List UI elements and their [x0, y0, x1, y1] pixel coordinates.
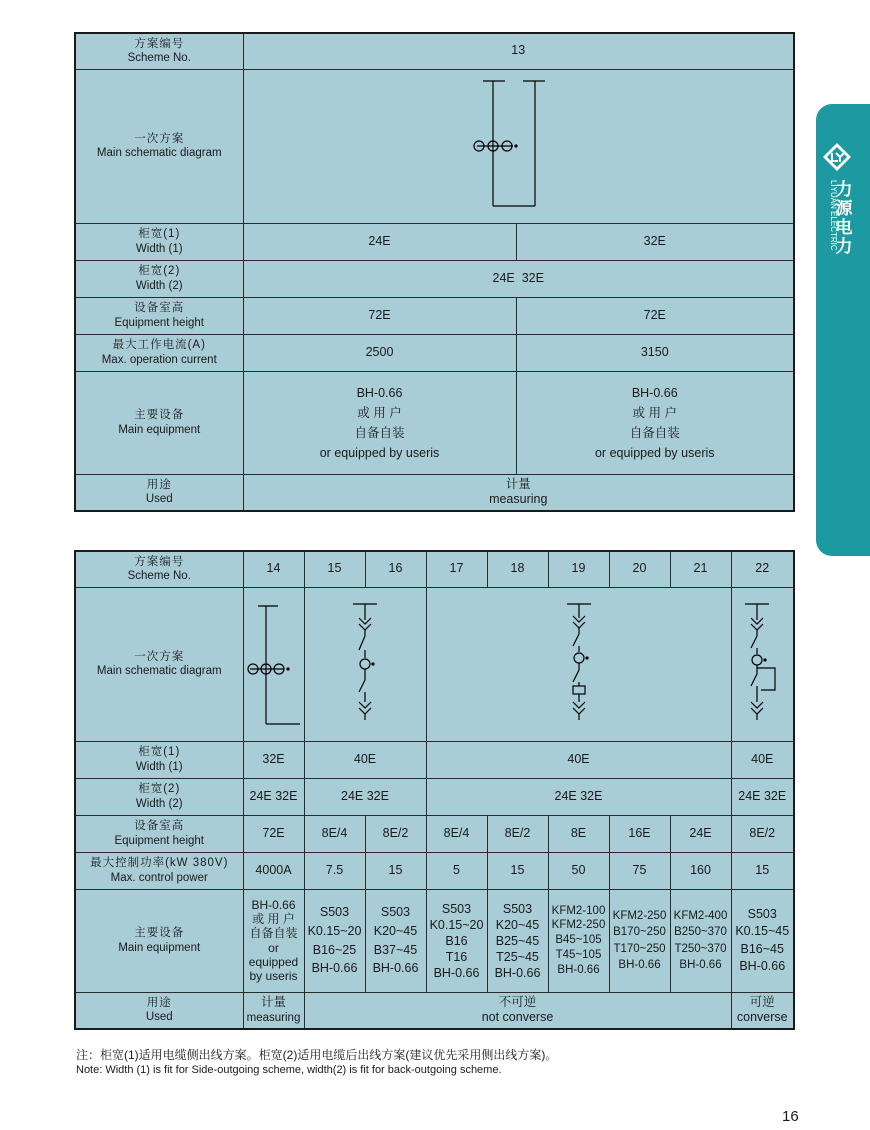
- schematic-15-16: [304, 587, 426, 741]
- height-label: 设备室高 Equipment height: [75, 815, 243, 852]
- height-value: 8E/2: [365, 815, 426, 852]
- height-value: 24E: [670, 815, 731, 852]
- height-value: 72E: [243, 815, 304, 852]
- width1-value-22: 40E: [731, 741, 794, 778]
- scheme-no-17: 17: [426, 551, 487, 587]
- height-value-b: 72E: [516, 297, 794, 334]
- width1-value-15-16: 40E: [304, 741, 426, 778]
- power-value: 75: [609, 852, 670, 889]
- equipment-14: BH-0.66 或 用 户 自备自装 or equipped by useris: [243, 889, 304, 992]
- width2-value-15-16: 24E 32E: [304, 778, 426, 815]
- liyuan-logo-icon: [822, 142, 852, 172]
- power-value: 4000A: [243, 852, 304, 889]
- power-value: 5: [426, 852, 487, 889]
- equipment-18: S503 K20~45 B25~45 T25~45 BH-0.66: [487, 889, 548, 992]
- used-value-15-21: 不可逆 not converse: [304, 992, 731, 1029]
- used-label: 用途 Used: [75, 992, 243, 1029]
- power-value: 50: [548, 852, 609, 889]
- height-value: 16E: [609, 815, 670, 852]
- scheme-no-22: 22: [731, 551, 794, 587]
- equipment-value-b: BH-0.66 或 用 户 自备自装 or equipped by useris: [516, 371, 794, 474]
- height-label: 设备室高 Equipment height: [75, 297, 243, 334]
- scheme-13-table: [74, 32, 795, 512]
- width1-label: 柜宽(1) Width (1): [75, 741, 243, 778]
- note-english: Note: Width (1) is fit for Side-outgoing scheme, width(2) is fit for back-outgoing scheme.: [76, 1064, 502, 1076]
- reversible-feeder-diagram-icon: [737, 594, 787, 734]
- height-value-a: 72E: [243, 297, 516, 334]
- motor-feeder-diagram-icon: [345, 594, 385, 734]
- width1-value-a: 24E: [243, 223, 516, 260]
- schematic-13: [243, 69, 794, 223]
- width2-value-17-21: 24E 32E: [426, 778, 731, 815]
- equipment-19: KFM2-100 KFM2-250 B45~105 T45~105 BH-0.66: [548, 889, 609, 992]
- used-value-22: 可逆 converse: [731, 992, 794, 1029]
- height-value: 8E: [548, 815, 609, 852]
- metering-ct-diagram-icon: [246, 594, 304, 734]
- height-value: 8E/4: [304, 815, 365, 852]
- scheme-no-14: 14: [243, 551, 304, 587]
- width2-value-14: 24E 32E: [243, 778, 304, 815]
- used-value: 计量 measuring: [243, 474, 794, 511]
- equipment-value-a: BH-0.66 或 用 户 自备自装 or equipped by useris: [243, 371, 516, 474]
- equipment-20: KFM2-250 B170~250 T170~250 BH-0.66: [609, 889, 670, 992]
- equipment-22: S503 K0.15~45 B16~45 BH-0.66: [731, 889, 794, 992]
- schematic-22: [731, 587, 794, 741]
- equipment-15: S503 K0.15~20 B16~25 BH-0.66: [304, 889, 365, 992]
- current-value-a: 2500: [243, 334, 516, 371]
- note-chinese: 注：柜宽(1)适用电缆侧出线方案。柜宽(2)适用电缆后出线方案(建议优先采用侧出线方案)。: [76, 1048, 558, 1062]
- width1-value-14: 32E: [243, 741, 304, 778]
- scheme-14-22-table: [74, 550, 795, 1030]
- scheme-no-19: 19: [548, 551, 609, 587]
- current-value-b: 3150: [516, 334, 794, 371]
- width1-value-b: 32E: [516, 223, 794, 260]
- width2-label: 柜宽(2) Width (2): [75, 778, 243, 815]
- width1-value-17-21: 40E: [426, 741, 731, 778]
- height-value: 8E/4: [426, 815, 487, 852]
- busbar-ct-diagram-icon: [473, 76, 563, 216]
- page-number: 16: [782, 1108, 799, 1125]
- current-label: 最大工作电流(A) Max. operation current: [75, 334, 243, 371]
- power-value: 160: [670, 852, 731, 889]
- equipment-21: KFM2-400 B250~370 T250~370 BH-0.66: [670, 889, 731, 992]
- used-value-14: 计量 measuring: [243, 992, 304, 1029]
- scheme-no-label: 方案编号 Scheme No.: [75, 551, 243, 587]
- width2-label: 柜宽(2) Width (2): [75, 260, 243, 297]
- power-value: 7.5: [304, 852, 365, 889]
- used-label: 用途 Used: [75, 474, 243, 511]
- schematic-17-21: [426, 587, 731, 741]
- width2-value: 24E 32E: [243, 260, 794, 297]
- power-value: 15: [731, 852, 794, 889]
- width2-value-22: 24E 32E: [731, 778, 794, 815]
- power-value: 15: [365, 852, 426, 889]
- scheme-no-13: 13: [243, 33, 794, 69]
- power-value: 15: [487, 852, 548, 889]
- schematic-14: [243, 587, 304, 741]
- height-value: 8E/2: [487, 815, 548, 852]
- scheme-no-20: 20: [609, 551, 670, 587]
- scheme-no-16: 16: [365, 551, 426, 587]
- brand-english: LIYUAN ELECTRIC: [829, 180, 838, 251]
- power-label: 最大控制功率(kW 380V) Max. control power: [75, 852, 243, 889]
- scheme-no-21: 21: [670, 551, 731, 587]
- height-value: 8E/2: [731, 815, 794, 852]
- scheme-no-18: 18: [487, 551, 548, 587]
- equipment-16: S503 K20~45 B37~45 BH-0.66: [365, 889, 426, 992]
- equipment-17: S503 K0.15~20 B16 T16 BH-0.66: [426, 889, 487, 992]
- diagram-label: 一次方案 Main schematic diagram: [75, 587, 243, 741]
- equipment-label: 主要设备 Main equipment: [75, 889, 243, 992]
- brand-chinese: 力源电力: [835, 180, 853, 256]
- motor-feeder-relay-diagram-icon: [559, 594, 599, 734]
- equipment-label: 主要设备 Main equipment: [75, 371, 243, 474]
- diagram-label: 一次方案 Main schematic diagram: [75, 69, 243, 223]
- scheme-no-15: 15: [304, 551, 365, 587]
- width1-label: 柜宽(1) Width (1): [75, 223, 243, 260]
- scheme-no-label: 方案编号 Scheme No.: [75, 33, 243, 69]
